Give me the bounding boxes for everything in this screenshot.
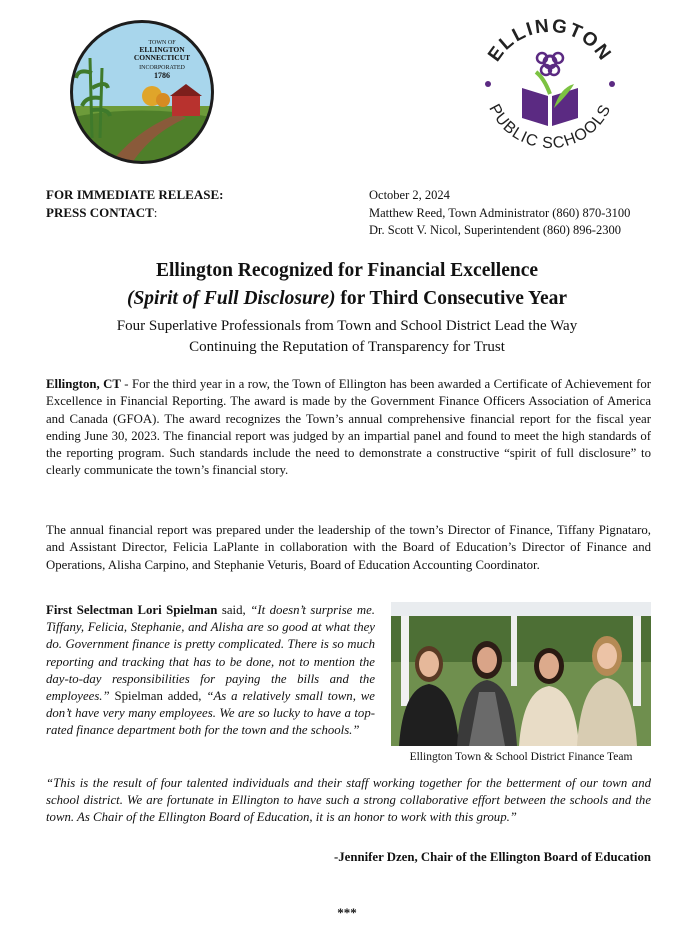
ellington-public-schools-logo <box>474 12 626 164</box>
quote-added: Spielman added, <box>109 689 207 704</box>
spielman-name: First Selectman Lori Spielman <box>46 603 218 617</box>
spielman-quote <box>46 602 375 740</box>
logo-left-dot <box>485 81 491 87</box>
press-contact-colon: : <box>153 205 158 220</box>
town-of-ellington-seal <box>68 18 216 166</box>
headline-line1: Ellington Recognized for Financial Excellence <box>155 260 539 281</box>
dzen-quote: “This is the result of four talented individuals and their staff working together for the betterment of our town and school district. We are fortunate in Ellington to have such a strong collaborative effort between the schools and the town. As Chair of the Ellington Board of Education, it is an honor to work with this group.” <box>46 776 651 825</box>
release-date: October 2, 2024 <box>369 188 450 202</box>
spielman-quote-part2: “As a relatively small town, we don’t have very many employees. We are so lucky to have a top-rated finance department both for the town and the schools.” <box>46 689 375 738</box>
headline-italic: (Spirit of Full Disclosure) <box>126 288 336 309</box>
paragraph-1 <box>46 376 651 480</box>
paragraph-2: The annual financial report was prepared under the leadership of the town’s Director of Finance, Tiffany Pignataro, and Assistant Director, Felicia LaPlante in collaboration with the Board of Education’s Director of Finance and Operations, Alisha Carpino, and Stephanie Veturis, Board of Education Accounting Coordinator. <box>46 523 651 572</box>
photo-caption: Ellington Town & School District Finance Team <box>409 751 633 763</box>
seal-line3: CONNECTICUT <box>133 53 191 62</box>
press-contact-text: PRESS CONTACT <box>46 205 154 220</box>
dateline: Ellington, CT <box>46 377 121 391</box>
seal-year: 1786 <box>154 71 170 80</box>
book-flower-icon <box>522 53 578 126</box>
paragraph-1-text: - For the third year in a row, the Town of Ellington has been awarded a Certificate of Achievement for Excellence in Financial Reporting. The award is made by the Government Finance Officers Association of America and Canada (GFOA). The award recognizes the Town’s annual comprehensive financial report for the fiscal year ending June 30, 2023. The financial report was judged by an impartial panel and found to meet the high standards of the reporting program. Such standards include the need to demonstrate a constructive “spirit of full disclosure” to clearly communicate the town’s financial story. <box>46 377 651 478</box>
quote-said: said, <box>217 603 251 617</box>
press-contact-label <box>46 204 157 222</box>
logo-right-dot <box>609 81 615 87</box>
headline-line2-rest: for Third Consecutive Year <box>335 288 568 309</box>
svg-text:ELLINGTON <box>484 16 616 66</box>
seal-line2: ELLINGTON <box>139 45 185 54</box>
release-label: FOR IMMEDIATE RELEASE: <box>46 187 224 202</box>
contact-nicol: Dr. Scott V. Nicol, Superintendent (860) 896-2300 <box>369 223 621 237</box>
contact-reed: Matthew Reed, Town Administrator (860) 870-3100 <box>369 206 631 220</box>
logo-bottom-text: PUBLIC SCHOOLS <box>485 101 615 153</box>
spielman-quote-part1: “It doesn’t surprise me. Tiffany, Felicia, Stephanie, and Alisha are so good at what they do. Government finance is pretty complicated. There is so much reporting and tracking that has to be done, not to mention the day-to-day responsibilities for paying the bills and the employees.” <box>46 603 375 704</box>
finance-team-photo <box>391 602 651 746</box>
seal-line1: TOWN OF <box>148 40 176 46</box>
subhead-line1: Four Superlative Professionals from Town and School District Lead the Way <box>116 318 578 334</box>
headline-line2 <box>0 288 694 310</box>
subhead-line2: Continuing the Reputation of Transparency for Trust <box>189 339 505 355</box>
end-mark: *** <box>337 905 357 920</box>
logo-top-text: ELLINGTON <box>484 15 616 66</box>
seal-line4: INCORPORATED <box>139 65 185 71</box>
svg-text:PUBLIC SCHOOLS <box>485 102 614 153</box>
signature: -Jennifer Dzen, Chair of the Ellington Board of Education <box>334 850 651 864</box>
